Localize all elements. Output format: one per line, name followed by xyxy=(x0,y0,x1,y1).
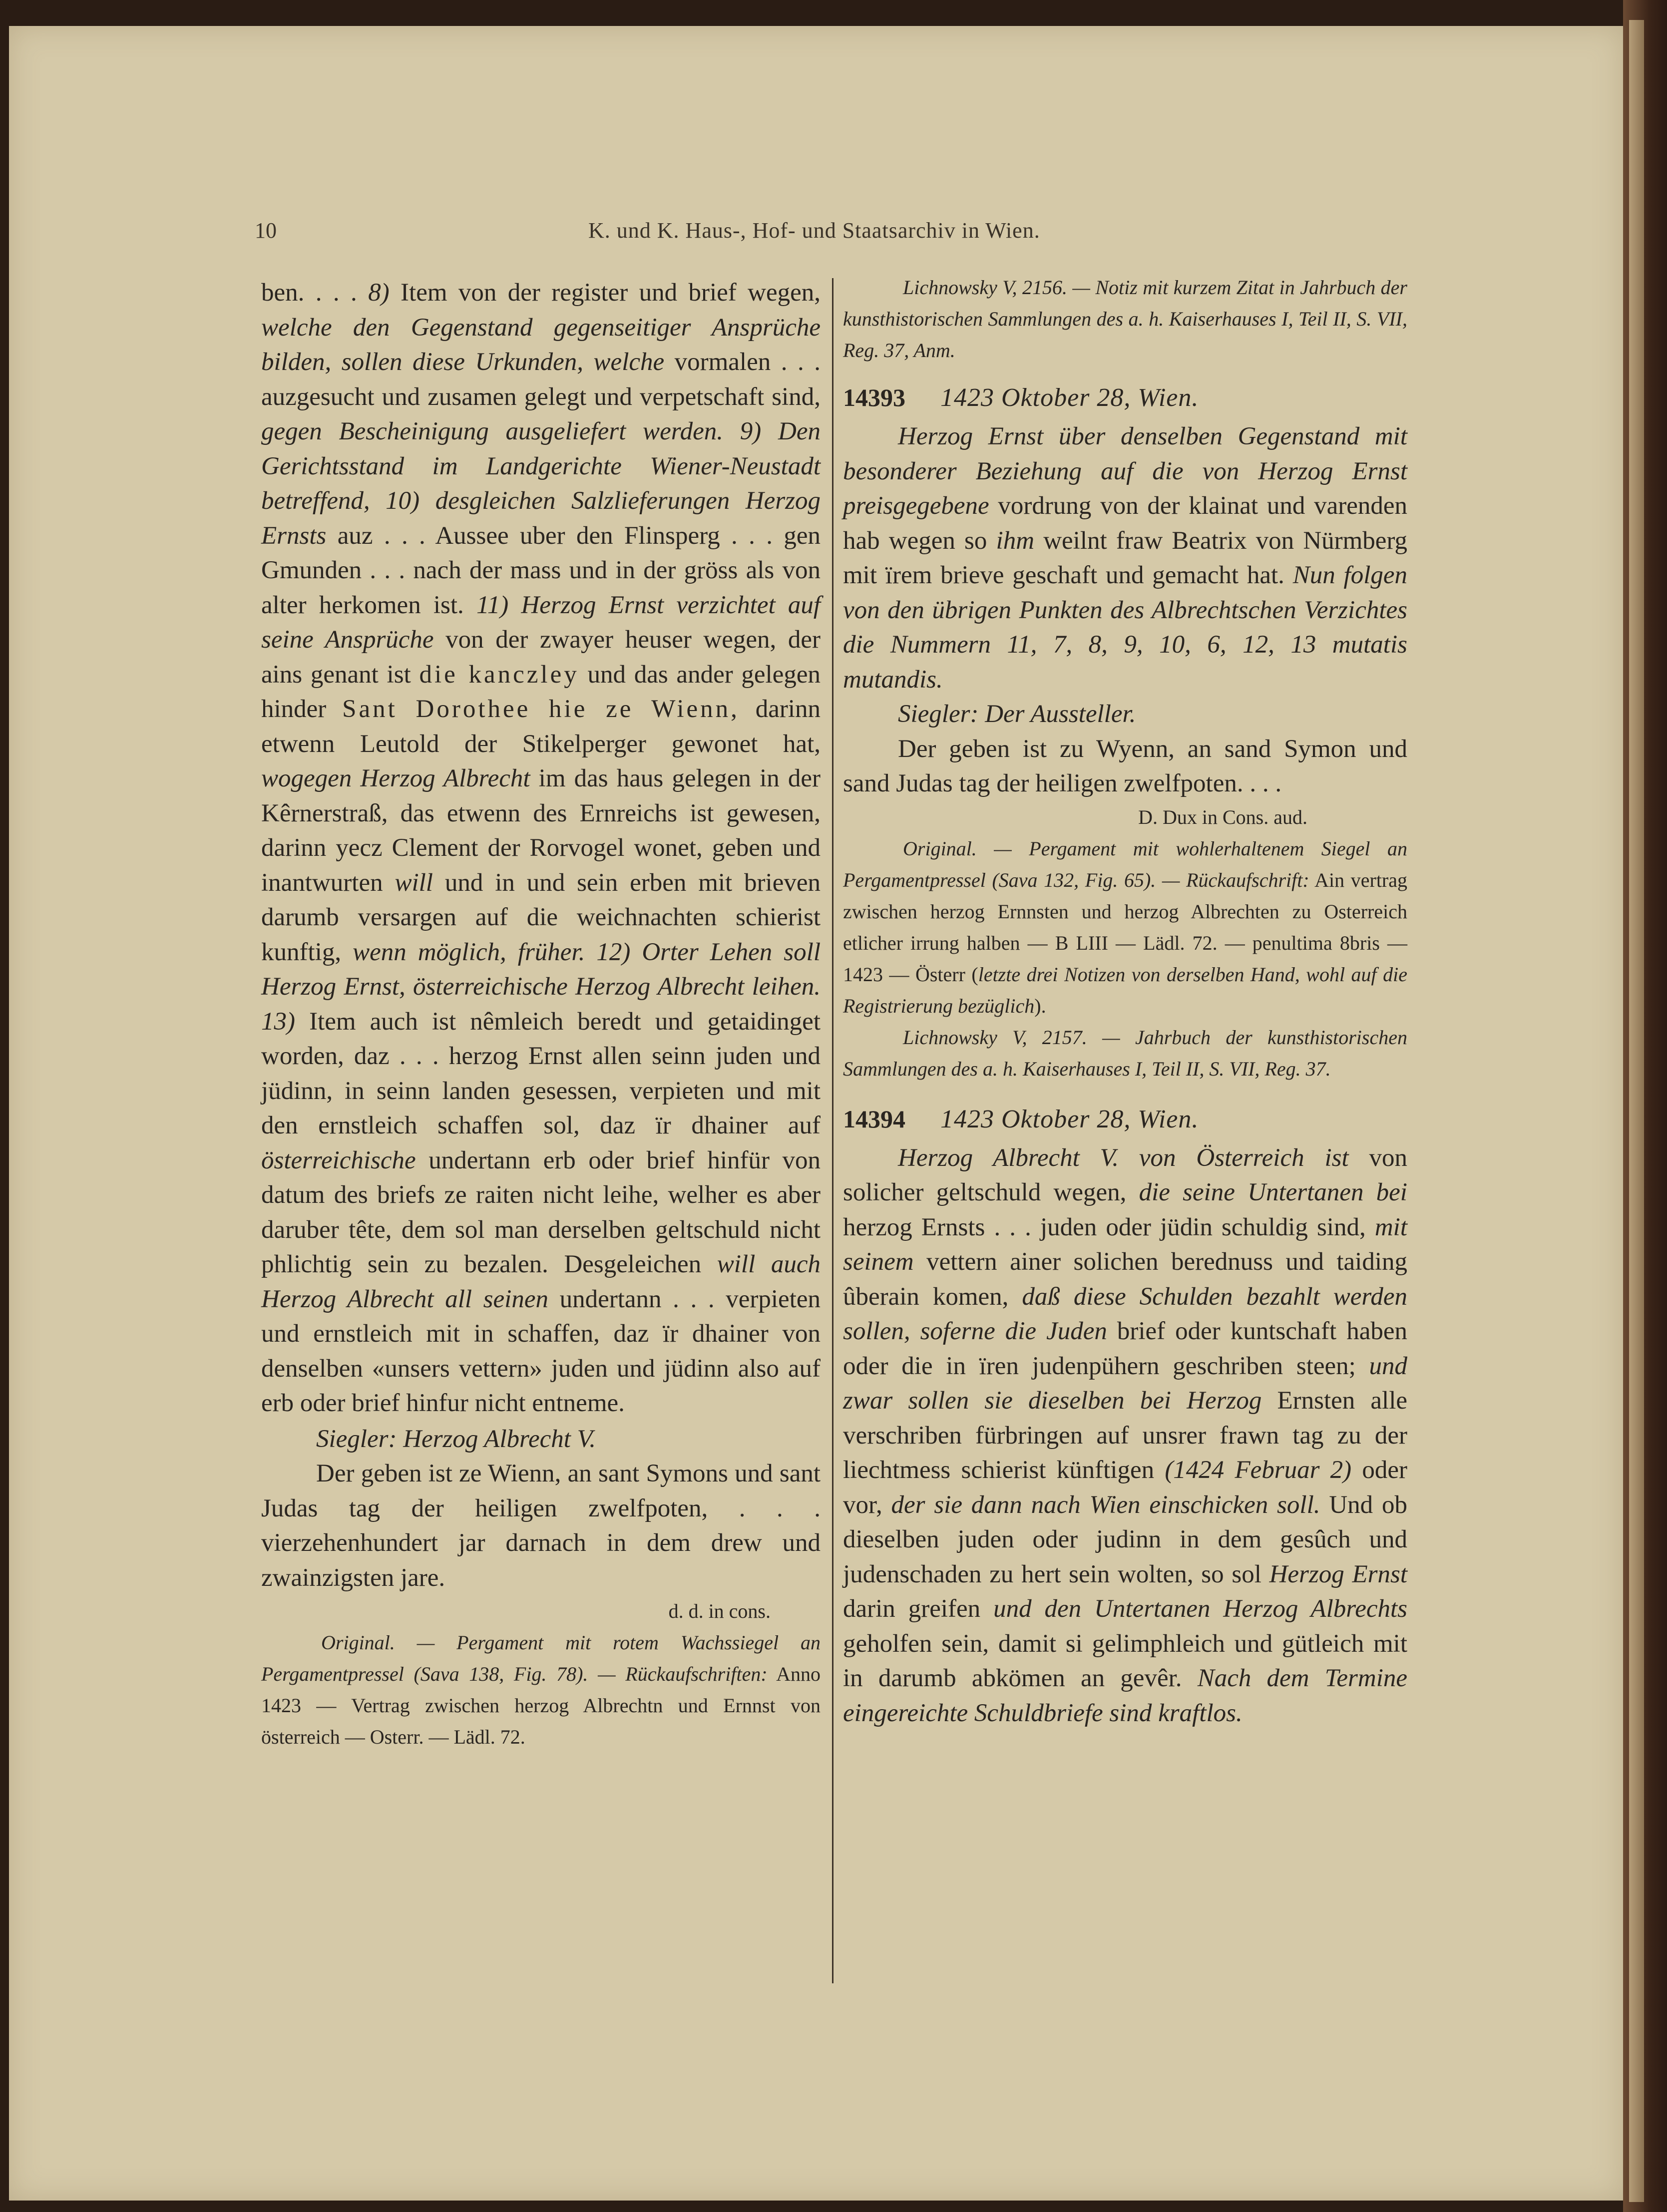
italic-run: wenn möglich, früher. 12) Orter Lehen soll Herzog Ernst, österreichische Herzog Albrecht leihen. 13) xyxy=(261,938,821,1036)
entry-14394-heading xyxy=(843,1105,1407,1134)
italic-run: Herzog Ernst über denselben Gegenstand mit besonderer Beziehung auf die von Herzog Ernst preisgegebene xyxy=(843,422,1407,520)
italic-run: welche den Gegenstand gegenseitiger Ansprüche bilden, sollen diese Urkunden, welche xyxy=(261,313,821,376)
italic-run: will auch Herzog Albrecht all seinen xyxy=(261,1250,821,1313)
running-header xyxy=(9,218,1623,248)
page-number: 10 xyxy=(255,218,277,243)
text-run: vettern ainer solichen berednuss und taiding ûberain komen, xyxy=(843,1248,1407,1311)
italic-run: mit seinem xyxy=(843,1213,1407,1276)
entry-number: 14394 xyxy=(843,1105,905,1133)
italic-run: daß diese Schulden bezahlt werden sollen, soferne die Juden xyxy=(843,1282,1407,1345)
text-run: von der zwayer heuser wegen, der ains genant ist xyxy=(261,626,821,689)
continued-regest xyxy=(261,276,821,1421)
running-title: K. und K. Haus-, Hof- und Staatsarchiv in Wien. xyxy=(588,218,1040,243)
text-run: ben. . . . xyxy=(261,279,369,307)
italic-run: gegen Bescheinigung ausgeliefert werden. 9) Den Gerichtsstand im Landgerichte Wiener-Neustadt betreffend, 10) desgleichen Salzlieferungen Herzog Ernsts xyxy=(261,417,821,550)
italic-run: ihm xyxy=(996,526,1035,555)
italic-run: und zwar sollen sie dieselben bei Herzog xyxy=(843,1352,1407,1415)
text-run: Und ob dieselben juden oder judinn in dem gesûch und judenschaden zu hert sein wolten, so sol xyxy=(843,1490,1407,1588)
original-note xyxy=(261,1627,821,1753)
italic-run: österreichische xyxy=(261,1146,416,1174)
entry-14393-datum: Der geben ist zu Wyenn, an sand Symon und sand Judas tag der heiligen zwelfpoten. . . . xyxy=(843,735,1407,797)
text-run: Item von der register und brief wegen, xyxy=(389,279,821,307)
text-run: darin greifen xyxy=(843,1595,994,1623)
column-rule xyxy=(832,278,834,1983)
text-run: Anno 1423 — Vertrag zwischen herzog Albrechtn und Ernnst von österreich — Osterr. — Lädl. 72. xyxy=(261,1663,821,1748)
text-run: geholfen sein, damit si gelimphleich und gütleich mit in darumb abkömen an gevêr. xyxy=(843,1629,1407,1692)
page xyxy=(9,26,1623,2201)
text-run: Sant Dorothee hie ze Wienn, xyxy=(342,695,740,723)
italic-run: Original. — Pergament mit wohlerhaltenem Siegel an Pergamentpressel (Sava 132, Fig. 65). — Rückaufschrift: xyxy=(843,837,1407,891)
entry-14393-original-note xyxy=(843,833,1407,1022)
entry-date: 1423 Oktober 28, Wien. xyxy=(940,383,1199,412)
text-run: von solicher geltschuld wegen, xyxy=(843,1143,1407,1206)
text-run: ). xyxy=(1034,994,1046,1017)
text-run: weilnt fraw Beatrix von Nürmberg mit ïrem brieve geschaft und gemacht hat. xyxy=(843,526,1408,589)
page-edge xyxy=(1629,20,1644,2202)
entry-14393-regest xyxy=(843,419,1407,697)
italic-run: der sie dann nach Wien einschicken soll. xyxy=(891,1490,1320,1519)
text-run: darinn etwenn Leutold der Stikelperger gewonet hat, xyxy=(261,695,821,758)
text-run: herzog Ernsts . . . juden oder jüdin schuldig sind, xyxy=(843,1213,1375,1241)
italic-run: letzte drei Notizen von derselben Hand, wohl auf die Registrierung bezüglich xyxy=(843,963,1407,1017)
italic-run: 8) xyxy=(368,279,390,307)
italic-run: (1424 Februar 2) xyxy=(1165,1456,1352,1484)
right-column xyxy=(843,272,1407,1731)
italic-run: wogegen Herzog Albrecht xyxy=(261,764,530,792)
text-run: und das ander gelegen hinder xyxy=(261,660,821,723)
text-run: oder vor, xyxy=(843,1456,1407,1519)
text-run: Item auch ist nêmleich beredt und getaidinget worden, daz . . . herzog Ernst allen seinn juden und jüdinn, in seinn landen gesessen, verpieten und mit den ernstleich schaffen sol, daz ïr dhainer auf xyxy=(261,1007,821,1139)
text-run: im das haus gelegen in der Kêrnerstraß, das etwenn des Ernreichs ist gewesen, darinn yecz Clement der Rorvogel wonet, geben und inantwurten xyxy=(261,764,821,897)
text-run: die kanczley xyxy=(419,660,579,689)
entry-number: 14393 xyxy=(843,383,905,411)
text-run: undertann erb oder brief hinfür von datum des briefs ze raiten nicht leihe, welher es aber daruber têtе, dem sol man derselben geltschuld nicht phlichtig sein zu bezalen. Desgeleichen xyxy=(261,1146,821,1278)
entry-14393-siegler: Siegler: Der Aussteller. xyxy=(898,700,1136,728)
lichnowsky-note: Lichnowsky V, 2156. — Notiz mit kurzem Zitat in Jahrbuch der kunsthistorischen Sammlungen des a. h. Kaiserhauses I, Teil II, S. VII, Reg. 37, Anm. xyxy=(843,276,1407,362)
datum-line: Der geben ist ze Wienn, an sant Symons und sant Judas tag der heiligen zwelfpoten, . . . vierzehenhundert jar darnach in dem drew und zwainzigsten jare. xyxy=(261,1460,821,1592)
italic-run: und den Untertanen Herzog Albrechts xyxy=(993,1595,1408,1623)
italic-run: Herzog Ernst xyxy=(1269,1560,1407,1588)
entry-date: 1423 Oktober 28, Wien. xyxy=(940,1105,1199,1133)
italic-run: Original. — Pergament mit rotem Wachssiegel an Pergamentpressel (Sava 138, Fig. 78). — Rückaufschriften: xyxy=(261,1631,821,1685)
italic-run: will xyxy=(395,868,433,897)
italic-run: Nun folgen von den übrigen Punkten des Albrechtschen Verzichtes die Nummern 11, 7, 8, 9, 10, 6, 12, 13 mutatis mutandis. xyxy=(843,561,1407,694)
text-run: undertann . . . verpieten und ernstleich mit in schaffen, daz ïr dhainer von denselben «unsers vettern» juden und jüdinn also auf erb oder brief hinfur nicht entneme. xyxy=(261,1285,821,1417)
text-run: vordrung von der klainat und varenden hab wegen so xyxy=(843,492,1407,555)
italic-run: 11) Herzog Ernst verzichtet auf seine Ansprüche xyxy=(261,591,821,654)
italic-run: die seine Untertanen bei xyxy=(1139,1178,1407,1206)
italic-run: Herzog Albrecht V. von Österreich ist xyxy=(898,1143,1349,1172)
italic-run: Nach dem Termine eingereichte Schuldbriefe sind kraftlos. xyxy=(843,1664,1408,1727)
entry-14393-lichnowsky: Lichnowsky V, 2157. — Jahrbuch der kunsthistorischen Sammlungen des a. h. Kaiserhauses I, Teil II, S. VII, Reg. 37. xyxy=(843,1026,1407,1080)
text-run: vormalen . . . auzgesucht und zusamen gelegt und verpetschaft sind, xyxy=(261,348,821,411)
siegler-line: Siegler: Herzog Albrecht V. xyxy=(316,1425,596,1453)
text-run: auz . . . Aussee uber den Flinsperg . . . gen Gmunden . . . nach der mass und in der gröss als von alter herkomen ist. xyxy=(261,521,821,619)
text-run: und in und sein erben mit brieven darumb versargen auf die weichnachten schierist kunftig, xyxy=(261,868,821,966)
entry-14393-kanzlei: D. Dux in Cons. aud. xyxy=(1138,805,1307,828)
text-run: Ernsten alle verschriben fürbringen auf unsrer frawn tag zu der liechtmess schierist künftigen xyxy=(843,1387,1408,1484)
entry-14393-heading xyxy=(843,383,1407,412)
kanzlei-note: d. d. in cons. xyxy=(668,1600,771,1622)
entry-14394-regest xyxy=(843,1141,1407,1731)
left-column xyxy=(261,276,821,1753)
text-run: brief oder kuntschaft haben oder die in ïren judenpühern geschriben steen; xyxy=(843,1317,1407,1380)
text-run: Ain vertrag zwischen herzog Ernnsten und herzog Albrechten zu Osterreich etlicher irrung halben — B LIII — Lädl. 72. — penultima 8bris — 1423 — Österr ( xyxy=(843,868,1407,986)
